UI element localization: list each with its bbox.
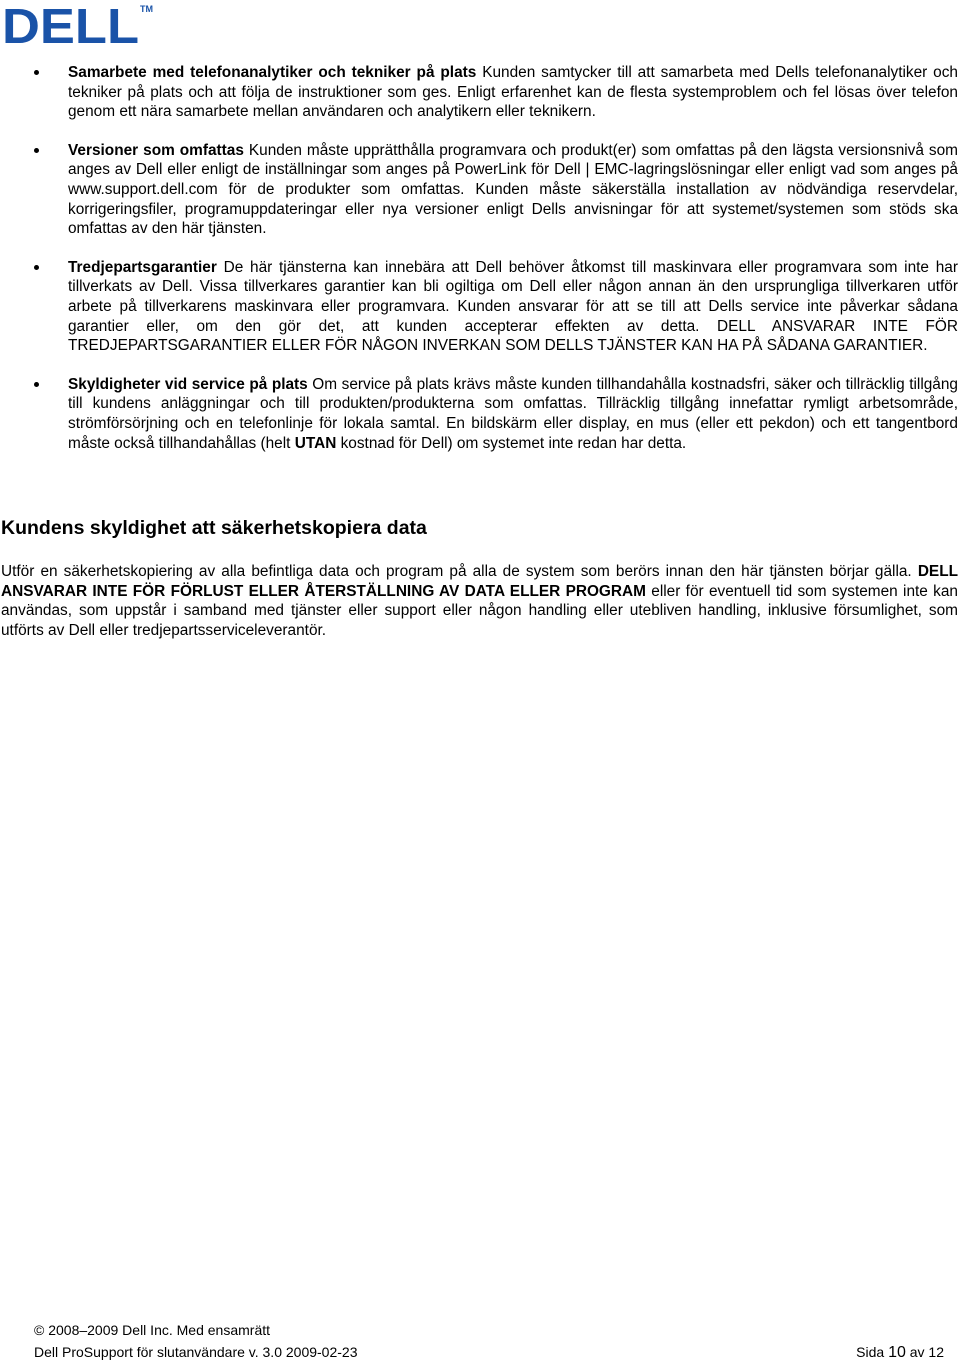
logo-wordmark: DELL bbox=[2, 2, 139, 46]
section-heading: Kundens skyldighet att säkerhetskopiera data bbox=[1, 517, 427, 539]
footer-document-title: Dell ProSupport för slutanvändare v. 3.0 2009-02-23 bbox=[34, 1344, 358, 1360]
paragraph-intro: Utför en säkerhetskopiering av alla befintliga data och program på alla de system som berörs innan den här tjänsten börjar gälla. bbox=[1, 563, 918, 580]
bullet-icon bbox=[34, 148, 39, 153]
bullet-title: Skyldigheter vid service på plats bbox=[68, 375, 308, 393]
bullet-icon bbox=[34, 265, 39, 270]
page-prefix: Sida bbox=[856, 1344, 889, 1360]
paragraph-rest: eller för eventuell tid som systemen inte kan användas, som uppstår i samband med tjänster eller support eller någon handling eller utebliven handling, inklusive försumlighet, som utförts av Dell eller tredjepartsserviceleverantör. bbox=[1, 582, 958, 639]
bullet-text: Kunden måste upprätthålla programvara och produkt(er) som omfattas på den lägsta versionsnivå som anges av Dell eller enligt de inställningar som anges på PowerLink för Dell | EMC-lagringslösningar eller enligt vad som anges på www.support.dell.com för de produkter som omfattas. Kunden måste säkerställa installation av nödvändiga reservdelar, korrigeringsfiler, programuppdateringar eller nya versioner enligt Dells anvisningar för att systemet/systemen som stöds ska omfattas av den här tjänsten. bbox=[68, 141, 958, 238]
bullet-text: Kunden samtycker till att samarbeta med Dells telefonanalytiker och tekniker på plats och att följa de instruktioner som ges. Enligt erfarenhet kan de flesta systemproblem och fel lösas över telefon genom ett nära samarbete mellan användaren och analytikern eller teknikern. bbox=[68, 64, 958, 121]
list-item bbox=[0, 63, 958, 122]
page-suffix: av 12 bbox=[905, 1344, 944, 1360]
bullet-text: Om service på plats krävs måste kunden tillhandahålla kostnadsfri, säker och tillräcklig tillgång till kundens anläggningar och till produkten/produkterna som omfattas. Tillräcklig tillgång innefattar rymligt arbetsområde, strömförsörjning och en telefonlinje för lokala samtal. En bildskärm eller display, en mus (eller ett pekdon) och ett tangentbord måste också tillhandahållas (helt bbox=[68, 375, 958, 452]
bullet-title: Tredjepartsgarantier bbox=[68, 258, 217, 276]
bullet-emphasis: UTAN bbox=[294, 434, 337, 452]
bullet-icon bbox=[34, 70, 39, 75]
paragraph-disclaimer: DELL ANSVARAR INTE FÖR FÖRLUST ELLER ÅTERSTÄLLNING AV DATA ELLER PROGRAM bbox=[1, 563, 958, 600]
dell-logo bbox=[2, 2, 154, 51]
list-item bbox=[0, 258, 958, 356]
logo-trademark: TM bbox=[140, 4, 153, 14]
bullet-title: Samarbete med telefonanalytiker och tekniker på plats bbox=[68, 64, 477, 81]
list-item bbox=[0, 375, 958, 453]
list-item bbox=[0, 141, 958, 239]
section-paragraph bbox=[1, 562, 958, 640]
bullet-text: De här tjänsterna kan innebära att Dell behöver åtkomst till maskinvara eller programvara som inte har tillverkats av Dell. Vissa tillverkares garantier kan bli ogiltiga om Dell eller någon annan än den ursprungliga tillverkaren utför arbete på tillverkarens maskinvara eller programvara. Kunden ansvarar för att se till att Dells service inte påverkar sådana garantier eller, om den gör det, att kunden accepterar effekten av detta. DELL ANSVARAR INTE FÖR TREDJEPARTSGARANTIER ELLER FÖR NÅGON INVERKAN SOM DELLS TJÄNSTER KAN HA PÅ SÅDANA GARANTIER. bbox=[68, 258, 958, 355]
bullet-text-end: kostnad för Dell) om systemet inte redan har detta. bbox=[336, 434, 687, 452]
bullet-icon bbox=[34, 382, 39, 387]
footer-page-indicator bbox=[856, 1343, 944, 1362]
bullet-title: Versioner som omfattas bbox=[68, 141, 244, 159]
page-number: 10 bbox=[888, 1344, 906, 1361]
requirements-list bbox=[0, 63, 960, 472]
footer-copyright: © 2008–2009 Dell Inc. Med ensamrätt bbox=[34, 1322, 271, 1338]
